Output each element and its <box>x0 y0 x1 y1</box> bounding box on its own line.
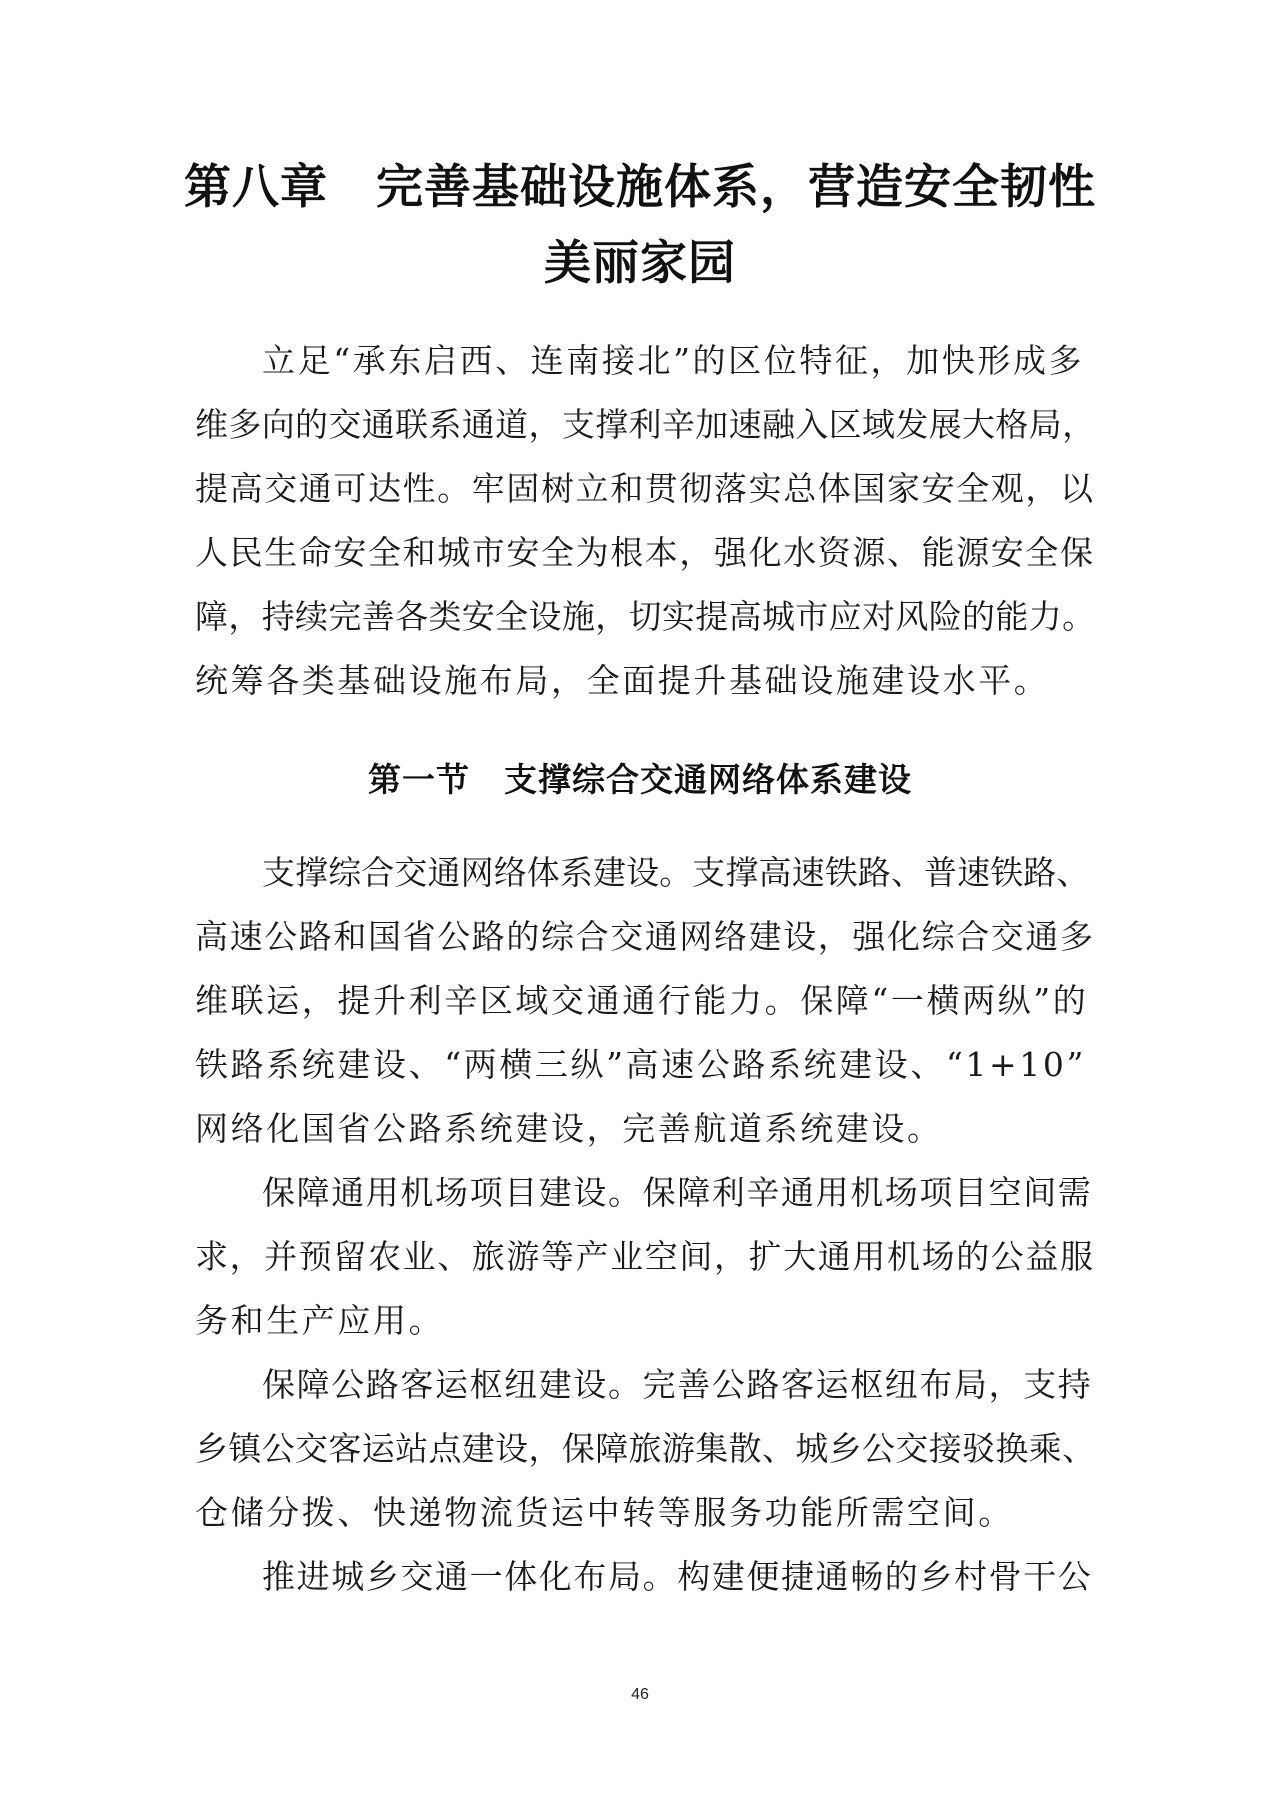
section-line-4: 铁路系统建设、“两横三纵”高速公路系统建设、“1+10” <box>195 1045 1086 1084</box>
section-line-5: 网络化国省公路系统建设，完善航道系统建设。 <box>195 1109 943 1148</box>
section-line-7: 求，并预留农业、旅游等产业空间，扩大通用机场的公益服 <box>195 1237 1095 1276</box>
intro-line-6: 统筹各类基础设施布局，全面提升基础设施建设水平。 <box>195 661 1050 700</box>
intro-line-5: 障，持续完善各类安全设施，切实提高城市应对风险的能力。 <box>195 597 1096 636</box>
section-line-9: 保障公路客运枢纽建设。完善公路客运枢纽布局，支持 <box>262 1365 1093 1404</box>
page-number: 46 <box>631 1686 649 1703</box>
section-line-10: 乡镇公交客运站点建设，保障旅游集散、城乡公交接驳换乘、 <box>195 1429 1096 1468</box>
section-line-8: 务和生产应用。 <box>195 1301 445 1340</box>
section-line-3: 维联运，提升利辛区域交通通行能力。保障“一横两纵”的 <box>195 981 1089 1020</box>
intro-line-2: 维多向的交通联系通道，支撑利辛加速融入区域发展大格局， <box>195 405 1096 444</box>
section-line-2: 高速公路和国省公路的综合交通网络建设，强化综合交通多 <box>195 917 1095 956</box>
chapter-title-line-1: 第八章 完善基础设施体系，营造安全韧性 <box>184 160 1096 215</box>
chapter-title-line-2: 美丽家园 <box>544 236 736 291</box>
intro-line-1: 立足“承东启西、连南接北”的区位特征，加快形成多 <box>262 341 1085 380</box>
section-line-6: 保障通用机场项目建设。保障利辛通用机场项目空间需 <box>262 1173 1093 1212</box>
section-line-1: 支撑综合交通网络体系建设。支撑高速铁路、普速铁路、 <box>262 853 1090 892</box>
chapter-title <box>150 150 1130 302</box>
intro-line-3: 提高交通可达性。牢固树立和贯彻落实总体国家安全观，以 <box>195 469 1095 508</box>
section-line-11: 仓储分拨、快递物流货运中转等服务功能所需空间。 <box>195 1493 1014 1532</box>
intro-line-4: 人民生命安全和城市安全为根本，强化水资源、能源安全保 <box>195 533 1095 572</box>
section-line-12: 推进城乡交通一体化布局。构建便捷通畅的乡村骨干公 <box>262 1557 1093 1596</box>
section-heading: 第一节 支撑综合交通网络体系建设 <box>368 760 912 799</box>
